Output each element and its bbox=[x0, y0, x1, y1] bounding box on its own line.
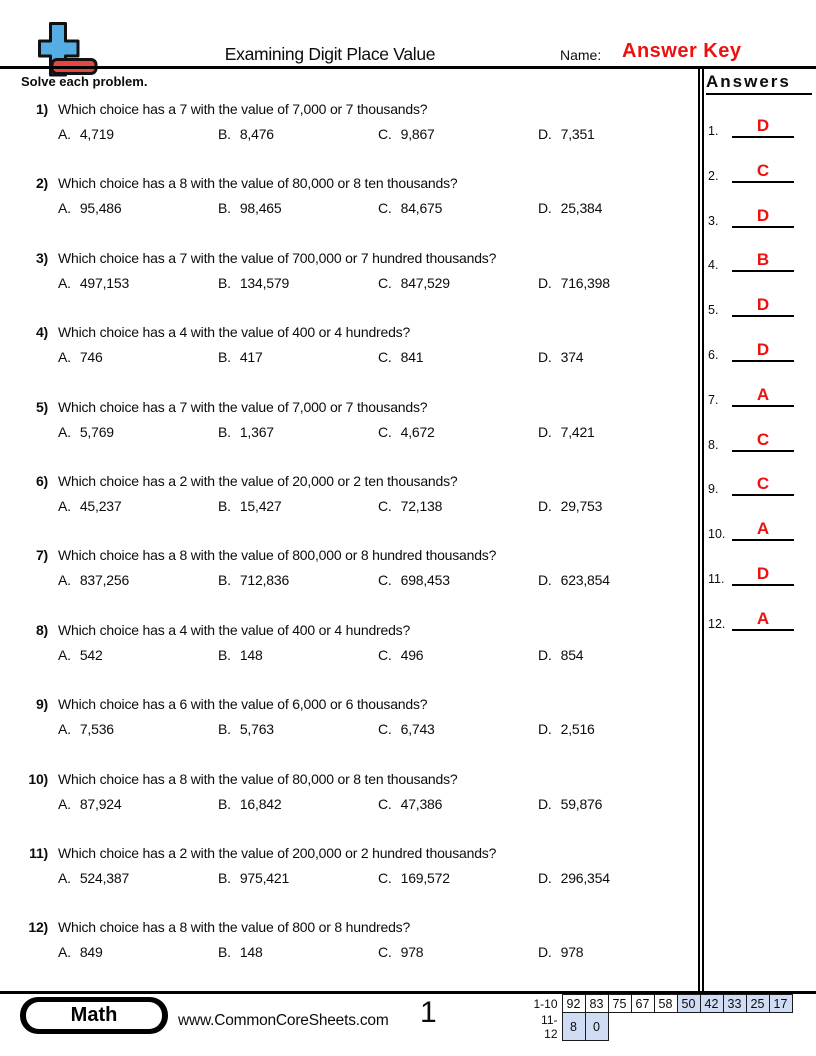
choice-a bbox=[58, 126, 114, 142]
choice-value: 4,672 bbox=[400, 424, 435, 440]
choice-c bbox=[378, 647, 423, 663]
choice-label: B. bbox=[218, 572, 231, 588]
choice-d bbox=[538, 349, 583, 365]
answer-item bbox=[706, 558, 806, 586]
choice-label: C. bbox=[378, 870, 392, 886]
choice-label: D. bbox=[538, 721, 552, 737]
choice-value: 712,836 bbox=[239, 572, 290, 588]
question-block bbox=[20, 101, 680, 171]
score-cell: 75 bbox=[608, 995, 631, 1013]
choice-value: 47,386 bbox=[400, 796, 443, 812]
choice-c bbox=[378, 126, 435, 142]
choices-row bbox=[20, 870, 680, 890]
choice-value: 8,476 bbox=[239, 126, 274, 142]
choice-label: D. bbox=[538, 126, 552, 142]
choice-value: 524,387 bbox=[79, 870, 130, 886]
question-line bbox=[20, 771, 680, 789]
choice-value: 59,876 bbox=[560, 796, 603, 812]
choice-value: 978 bbox=[400, 944, 424, 960]
score-table-row bbox=[528, 995, 792, 1013]
answer-number: 10. bbox=[708, 527, 726, 541]
choices-row bbox=[20, 349, 680, 369]
choice-a bbox=[58, 944, 103, 960]
answer-number: 1. bbox=[708, 124, 719, 138]
choice-label: B. bbox=[218, 349, 231, 365]
choice-label: C. bbox=[378, 572, 392, 588]
answer-number: 5. bbox=[708, 303, 719, 317]
choice-a bbox=[58, 647, 103, 663]
question-text: Which choice has a 8 with the value of 800 or 8 hundreds? bbox=[58, 919, 411, 935]
choice-label: D. bbox=[538, 424, 552, 440]
score-cell: 25 bbox=[746, 995, 769, 1013]
choice-value: 5,763 bbox=[239, 721, 274, 737]
choice-label: A. bbox=[58, 870, 71, 886]
choice-label: A. bbox=[58, 349, 71, 365]
choice-a bbox=[58, 200, 121, 216]
choice-c bbox=[378, 498, 442, 514]
choice-value: 746 bbox=[79, 349, 103, 365]
choice-a bbox=[58, 870, 129, 886]
choice-label: A. bbox=[58, 572, 71, 588]
choices-row bbox=[20, 200, 680, 220]
choice-label: B. bbox=[218, 126, 231, 142]
choice-a bbox=[58, 275, 129, 291]
answer-letter: D bbox=[732, 206, 794, 228]
choice-b bbox=[218, 572, 289, 588]
choice-value: 849 bbox=[79, 944, 103, 960]
answer-item bbox=[706, 155, 806, 183]
answer-number: 2. bbox=[708, 169, 719, 183]
question-number: 9) bbox=[35, 696, 48, 712]
question-text: Which choice has a 7 with the value of 7,000 or 7 thousands? bbox=[58, 399, 428, 415]
choice-value: 9,867 bbox=[400, 126, 435, 142]
answer-letter: C bbox=[732, 474, 794, 496]
question-line bbox=[20, 696, 680, 714]
choice-value: 5,769 bbox=[79, 424, 114, 440]
choice-b bbox=[218, 721, 274, 737]
choice-value: 87,924 bbox=[79, 796, 122, 812]
choice-label: C. bbox=[378, 275, 392, 291]
question-number: 3) bbox=[35, 250, 48, 266]
question-line bbox=[20, 622, 680, 640]
answer-number: 9. bbox=[708, 482, 719, 496]
choice-value: 95,486 bbox=[79, 200, 122, 216]
choice-label: B. bbox=[218, 721, 231, 737]
choice-value: 29,753 bbox=[560, 498, 603, 514]
choice-label: B. bbox=[218, 498, 231, 514]
question-text: Which choice has a 2 with the value of 20,000 or 2 ten thousands? bbox=[58, 473, 458, 489]
answer-letter: C bbox=[732, 161, 794, 183]
choice-d bbox=[538, 275, 610, 291]
choice-value: 84,675 bbox=[400, 200, 443, 216]
choices-row bbox=[20, 498, 680, 518]
question-number: 4) bbox=[35, 324, 48, 340]
choice-label: A. bbox=[58, 796, 71, 812]
question-number: 11) bbox=[29, 845, 48, 861]
answers-column-divider bbox=[698, 69, 704, 991]
choice-value: 975,421 bbox=[239, 870, 290, 886]
choice-label: D. bbox=[538, 275, 552, 291]
question-block bbox=[20, 845, 680, 915]
questions-list bbox=[20, 101, 680, 981]
choice-value: 7,421 bbox=[560, 424, 595, 440]
answer-item bbox=[706, 603, 806, 631]
choice-value: 25,384 bbox=[560, 200, 603, 216]
question-block bbox=[20, 696, 680, 766]
answer-number: 3. bbox=[708, 214, 719, 228]
choice-value: 623,854 bbox=[560, 572, 610, 588]
choice-label: D. bbox=[538, 944, 552, 960]
choice-d bbox=[538, 126, 595, 142]
choice-d bbox=[538, 870, 610, 886]
question-block bbox=[20, 771, 680, 841]
choice-d bbox=[538, 944, 583, 960]
choice-label: A. bbox=[58, 424, 71, 440]
choice-d bbox=[538, 424, 595, 440]
question-text: Which choice has a 8 with the value of 800,000 or 8 hundred thousands? bbox=[58, 547, 497, 563]
choice-a bbox=[58, 424, 114, 440]
choice-b bbox=[218, 498, 281, 514]
question-block bbox=[20, 547, 680, 617]
question-line bbox=[20, 473, 680, 491]
choice-value: 7,536 bbox=[79, 721, 114, 737]
instructions-text: Solve each problem. bbox=[21, 74, 148, 89]
choice-value: 716,398 bbox=[560, 275, 610, 291]
choices-row bbox=[20, 721, 680, 741]
answer-letter: A bbox=[732, 519, 794, 541]
question-block bbox=[20, 399, 680, 469]
choice-label: D. bbox=[538, 647, 552, 663]
choice-b bbox=[218, 796, 281, 812]
choice-label: A. bbox=[58, 200, 71, 216]
answer-letter: B bbox=[732, 250, 794, 272]
choice-d bbox=[538, 647, 583, 663]
question-text: Which choice has a 6 with the value of 6,000 or 6 thousands? bbox=[58, 696, 428, 712]
choice-value: 148 bbox=[239, 944, 263, 960]
choices-row bbox=[20, 126, 680, 146]
question-line bbox=[20, 919, 680, 937]
question-block bbox=[20, 622, 680, 692]
answers-list bbox=[706, 110, 810, 670]
score-cell: 8 bbox=[562, 1013, 585, 1041]
answer-item bbox=[706, 424, 806, 452]
score-table-row bbox=[528, 1013, 792, 1041]
choices-row bbox=[20, 424, 680, 444]
choice-c bbox=[378, 796, 442, 812]
answer-item bbox=[706, 513, 806, 541]
score-cell: 42 bbox=[700, 995, 723, 1013]
choice-label: B. bbox=[218, 424, 231, 440]
choice-value: 72,138 bbox=[400, 498, 443, 514]
choice-value: 2,516 bbox=[560, 721, 595, 737]
score-cell: 67 bbox=[631, 995, 654, 1013]
choice-label: C. bbox=[378, 126, 392, 142]
choice-c bbox=[378, 200, 442, 216]
choice-value: 1,367 bbox=[239, 424, 274, 440]
question-number: 8) bbox=[35, 622, 48, 638]
choice-label: D. bbox=[538, 349, 552, 365]
score-cell: 58 bbox=[654, 995, 677, 1013]
choice-b bbox=[218, 200, 281, 216]
choice-value: 16,842 bbox=[239, 796, 282, 812]
answer-item bbox=[706, 244, 806, 272]
answer-letter: D bbox=[732, 116, 794, 138]
choice-label: B. bbox=[218, 796, 231, 812]
question-line bbox=[20, 250, 680, 268]
score-row-label: 1-10 bbox=[533, 996, 558, 1011]
answer-letter: A bbox=[732, 385, 794, 407]
choice-value: 296,354 bbox=[560, 870, 610, 886]
choices-row bbox=[20, 572, 680, 592]
choices-row bbox=[20, 944, 680, 964]
question-text: Which choice has a 7 with the value of 7,000 or 7 thousands? bbox=[58, 101, 428, 117]
choice-value: 847,529 bbox=[400, 275, 450, 291]
question-number: 12) bbox=[28, 919, 48, 935]
answer-letter: D bbox=[732, 340, 794, 362]
answer-key-label: Answer Key bbox=[622, 40, 742, 62]
choice-c bbox=[378, 424, 435, 440]
answer-number: 8. bbox=[708, 438, 719, 452]
page-number: 1 bbox=[420, 996, 437, 1029]
grading-score-table bbox=[528, 994, 793, 1041]
question-block bbox=[20, 175, 680, 245]
score-cell: 83 bbox=[585, 995, 608, 1013]
answer-item bbox=[706, 334, 806, 362]
choice-value: 542 bbox=[79, 647, 103, 663]
question-number: 7) bbox=[35, 547, 48, 563]
question-block bbox=[20, 473, 680, 543]
choice-label: C. bbox=[378, 349, 392, 365]
choice-value: 15,427 bbox=[239, 498, 282, 514]
question-line bbox=[20, 399, 680, 417]
choice-label: D. bbox=[538, 870, 552, 886]
answers-heading: Answers bbox=[706, 72, 812, 95]
choice-value: 45,237 bbox=[79, 498, 122, 514]
choice-value: 841 bbox=[400, 349, 424, 365]
choices-row bbox=[20, 647, 680, 667]
choice-c bbox=[378, 275, 450, 291]
choice-b bbox=[218, 424, 274, 440]
choice-label: D. bbox=[538, 572, 552, 588]
answer-letter: A bbox=[732, 609, 794, 631]
answer-item bbox=[706, 379, 806, 407]
choice-label: A. bbox=[58, 126, 71, 142]
choice-value: 497,153 bbox=[79, 275, 130, 291]
question-line bbox=[20, 101, 680, 119]
score-cell: 92 bbox=[562, 995, 585, 1013]
question-number: 1) bbox=[35, 101, 48, 117]
score-cell: 0 bbox=[585, 1013, 608, 1041]
choice-c bbox=[378, 721, 435, 737]
choice-label: C. bbox=[378, 796, 392, 812]
question-line bbox=[20, 845, 680, 863]
question-number: 6) bbox=[35, 473, 48, 489]
question-line bbox=[20, 547, 680, 565]
choice-label: D. bbox=[538, 200, 552, 216]
commoncoresheets-logo-icon bbox=[38, 22, 98, 82]
choice-label: D. bbox=[538, 498, 552, 514]
choice-label: B. bbox=[218, 944, 231, 960]
choice-label: A. bbox=[58, 498, 71, 514]
choice-d bbox=[538, 498, 602, 514]
score-table-body bbox=[528, 995, 792, 1041]
header-divider bbox=[0, 66, 816, 69]
score-cell: 50 bbox=[677, 995, 700, 1013]
choice-value: 7,351 bbox=[560, 126, 595, 142]
choice-label: A. bbox=[58, 944, 71, 960]
choice-label: C. bbox=[378, 200, 392, 216]
choice-c bbox=[378, 870, 450, 886]
choice-b bbox=[218, 647, 263, 663]
answer-letter: D bbox=[732, 564, 794, 586]
choice-b bbox=[218, 126, 274, 142]
name-label: Name: bbox=[560, 47, 602, 63]
choice-d bbox=[538, 572, 610, 588]
answer-item bbox=[706, 200, 806, 228]
choice-c bbox=[378, 349, 423, 365]
choice-value: 6,743 bbox=[400, 721, 435, 737]
choices-row bbox=[20, 796, 680, 816]
choice-label: B. bbox=[218, 275, 231, 291]
page-title: Examining Digit Place Value bbox=[224, 44, 436, 64]
choice-label: C. bbox=[378, 647, 392, 663]
question-text: Which choice has a 8 with the value of 80,000 or 8 ten thousands? bbox=[58, 771, 458, 787]
question-block bbox=[20, 919, 680, 989]
question-number: 2) bbox=[35, 175, 48, 191]
answer-letter: D bbox=[732, 295, 794, 317]
answer-number: 11. bbox=[708, 572, 725, 586]
choice-label: B. bbox=[218, 870, 231, 886]
choice-c bbox=[378, 944, 423, 960]
choice-value: 698,453 bbox=[400, 572, 450, 588]
choice-value: 837,256 bbox=[79, 572, 130, 588]
choice-label: D. bbox=[538, 796, 552, 812]
website-text: www.CommonCoreSheets.com bbox=[178, 1012, 389, 1029]
choice-value: 134,579 bbox=[239, 275, 290, 291]
choice-d bbox=[538, 796, 602, 812]
choice-label: A. bbox=[58, 275, 71, 291]
answer-number: 4. bbox=[708, 258, 719, 272]
choices-row bbox=[20, 275, 680, 295]
choice-label: C. bbox=[378, 498, 392, 514]
choice-d bbox=[538, 200, 602, 216]
choice-a bbox=[58, 796, 121, 812]
choice-value: 417 bbox=[239, 349, 263, 365]
answer-number: 7. bbox=[708, 393, 719, 407]
question-block bbox=[20, 324, 680, 394]
choice-value: 148 bbox=[239, 647, 263, 663]
choice-label: A. bbox=[58, 647, 71, 663]
answer-item bbox=[706, 110, 806, 138]
choice-label: B. bbox=[218, 647, 231, 663]
question-text: Which choice has a 7 with the value of 700,000 or 7 hundred thousands? bbox=[58, 250, 497, 266]
question-line bbox=[20, 324, 680, 342]
choice-label: A. bbox=[58, 721, 71, 737]
question-text: Which choice has a 4 with the value of 400 or 4 hundreds? bbox=[58, 324, 411, 340]
choice-a bbox=[58, 498, 121, 514]
choice-value: 4,719 bbox=[79, 126, 114, 142]
question-block bbox=[20, 250, 680, 320]
choice-c bbox=[378, 572, 450, 588]
choice-value: 978 bbox=[560, 944, 584, 960]
choice-a bbox=[58, 721, 114, 737]
answer-number: 12. bbox=[708, 617, 726, 631]
choice-value: 496 bbox=[400, 647, 424, 663]
question-text: Which choice has a 8 with the value of 80,000 or 8 ten thousands? bbox=[58, 175, 458, 191]
choice-d bbox=[538, 721, 595, 737]
answer-letter: C bbox=[732, 430, 794, 452]
choice-b bbox=[218, 349, 263, 365]
answer-item bbox=[706, 289, 806, 317]
score-cell: 17 bbox=[769, 995, 792, 1013]
choice-b bbox=[218, 870, 289, 886]
choice-value: 98,465 bbox=[239, 200, 282, 216]
score-row-label: 11-12 bbox=[541, 1012, 558, 1041]
answer-item bbox=[706, 468, 806, 496]
choice-a bbox=[58, 572, 129, 588]
choice-b bbox=[218, 275, 289, 291]
subject-badge bbox=[20, 997, 168, 1034]
choice-b bbox=[218, 944, 263, 960]
score-cell: 33 bbox=[723, 995, 746, 1013]
question-text: Which choice has a 4 with the value of 400 or 4 hundreds? bbox=[58, 622, 411, 638]
question-text: Which choice has a 2 with the value of 200,000 or 2 hundred thousands? bbox=[58, 845, 497, 861]
answer-number: 6. bbox=[708, 348, 719, 362]
choice-label: C. bbox=[378, 424, 392, 440]
choice-value: 169,572 bbox=[400, 870, 450, 886]
choice-value: 854 bbox=[560, 647, 584, 663]
question-number: 5) bbox=[35, 399, 48, 415]
choice-label: C. bbox=[378, 721, 392, 737]
choice-label: B. bbox=[218, 200, 231, 216]
choice-a bbox=[58, 349, 103, 365]
choice-label: C. bbox=[378, 944, 392, 960]
choice-value: 374 bbox=[560, 349, 584, 365]
question-line bbox=[20, 175, 680, 193]
subject-badge-label: Math bbox=[26, 1002, 162, 1029]
question-number: 10) bbox=[28, 771, 48, 787]
